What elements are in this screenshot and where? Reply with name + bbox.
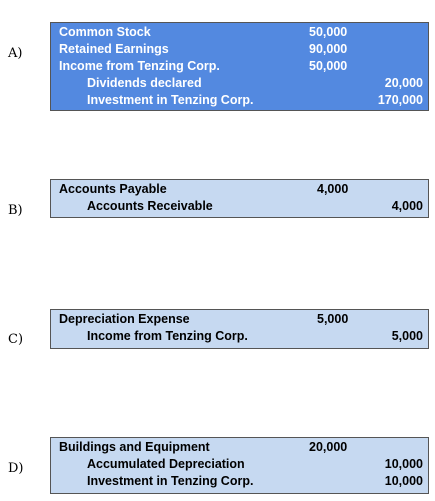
- debit-amount: 90,000: [309, 42, 348, 56]
- journal-entry-c: [50, 309, 429, 349]
- account-name: Depreciation Expense: [59, 312, 190, 326]
- account-name: Accounts Payable: [59, 182, 167, 196]
- account-name: Income from Tenzing Corp.: [87, 329, 248, 343]
- entry-line: [51, 24, 428, 41]
- option-d-letter: D): [8, 461, 24, 476]
- entry-line: [51, 328, 428, 345]
- journal-entry-d: [50, 437, 429, 494]
- account-name: Income from Tenzing Corp.: [59, 59, 220, 73]
- credit-amount: 10,000: [384, 474, 423, 488]
- entry-line: [51, 456, 428, 473]
- credit-amount: 4,000: [391, 199, 423, 213]
- debit-amount: 50,000: [309, 59, 348, 73]
- entry-line: [51, 473, 428, 490]
- debit-amount: 4,000: [317, 182, 349, 196]
- entry-line: [51, 198, 428, 215]
- entry-line: [51, 58, 428, 75]
- journal-entry-b: [50, 179, 429, 218]
- account-name: Accumulated Depreciation: [87, 457, 245, 471]
- debit-amount: 20,000: [309, 440, 348, 454]
- entry-line: [51, 41, 428, 58]
- journal-entry-a: [50, 22, 429, 111]
- entry-line: [51, 181, 428, 198]
- account-name: Retained Earnings: [59, 42, 169, 56]
- credit-amount: 170,000: [377, 93, 423, 107]
- credit-amount: 10,000: [384, 457, 423, 471]
- account-name: Common Stock: [59, 25, 151, 39]
- account-name: Buildings and Equipment: [59, 440, 210, 454]
- option-c-letter: C): [8, 332, 24, 347]
- entry-line: [51, 75, 428, 92]
- debit-amount: 5,000: [317, 312, 349, 326]
- option-a-letter: A): [8, 46, 23, 61]
- credit-amount: 5,000: [391, 329, 423, 343]
- account-name: Investment in Tenzing Corp.: [87, 474, 254, 488]
- entry-line: [51, 92, 428, 109]
- account-name: Accounts Receivable: [87, 199, 213, 213]
- credit-amount: 20,000: [384, 76, 423, 90]
- option-b-letter: B): [8, 203, 23, 218]
- account-name: Investment in Tenzing Corp.: [87, 93, 254, 107]
- entry-line: [51, 439, 428, 456]
- entry-line: [51, 311, 428, 328]
- debit-amount: 50,000: [309, 25, 348, 39]
- account-name: Dividends declared: [87, 76, 202, 90]
